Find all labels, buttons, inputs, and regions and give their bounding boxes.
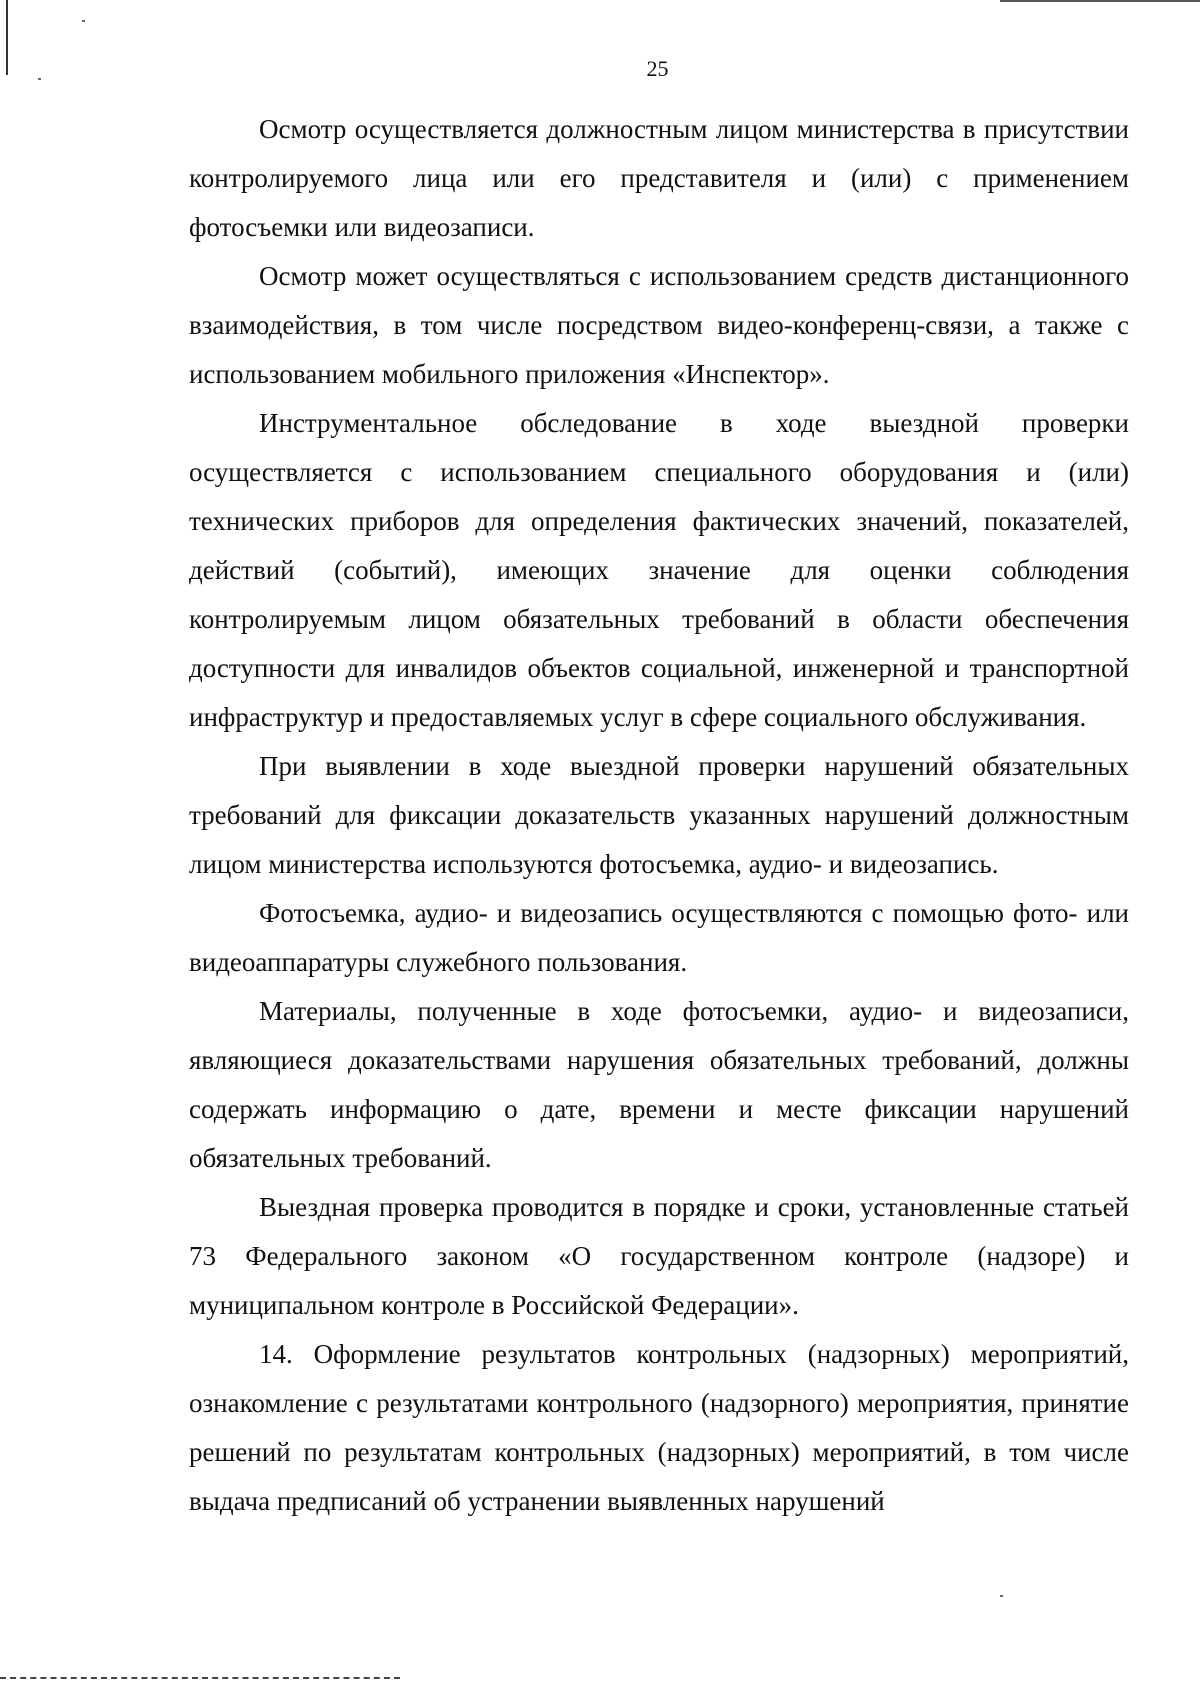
paragraph: Выездная проверка проводится в порядке и сроки, установленные статьей 73 Федерального законом «О государственном контроле (надзоре) и муниципальном контроле в Российской Федерации». — [189, 1192, 1129, 1320]
paragraph: 14. Оформление результатов контрольных (надзорных) мероприятий, ознакомление с результатами контрольного (надзорного) мероприятия, принятие решений по результатам контрольных (надзорных) мероприятий, в том числе выдача предписаний об устранении выявленных нарушений — [189, 1339, 1129, 1516]
scan-speck — [1000, 1595, 1003, 1597]
paragraph: Осмотр осуществляется должностным лицом министерства в присутствии контролируемого лица или его представителя и (или) с применением фотосъемки или видеозаписи. — [189, 114, 1129, 242]
page-number: 25 — [646, 56, 669, 81]
paragraph: При выявлении в ходе выездной проверки нарушений обязательных требований для фиксации доказательств указанных нарушений должностным лицом министерства используются фотосъемка, аудио- и видеозапись. — [189, 751, 1129, 879]
scan-edge-bottom — [0, 1677, 400, 1679]
scan-speck — [82, 20, 85, 22]
paragraph: Инструментальное обследование в ходе выездной проверки осуществляется с использованием специального оборудования и (или) технических приборов для определения фактических значений, показателей, действий (событий), имеющих значение для оценки соблюдения контролируемым лицом обязательных требований в области обеспечения доступности для инвалидов объектов социальной, инженерной и транспортной инфраструктур и предоставляемых услуг в сфере социального обслуживания. — [189, 408, 1129, 732]
scan-edge-top — [1000, 0, 1200, 2]
paragraph: Фотосъемка, аудио- и видеозапись осуществляются с помощью фото- или видеоаппаратуры служебного пользования. — [189, 898, 1129, 977]
document-body — [189, 105, 1129, 1526]
paragraph: Осмотр может осуществляться с использованием средств дистанционного взаимодействия, в том числе посредством видео-конференц-связи, а также с использованием мобильного приложения «Инспектор». — [189, 261, 1129, 389]
paragraph: Материалы, полученные в ходе фотосъемки, аудио- и видеозаписи, являющиеся доказательствами нарушения обязательных требований, должны содержать информацию о дате, времени и месте фиксации нарушений обязательных требований. — [189, 996, 1129, 1173]
